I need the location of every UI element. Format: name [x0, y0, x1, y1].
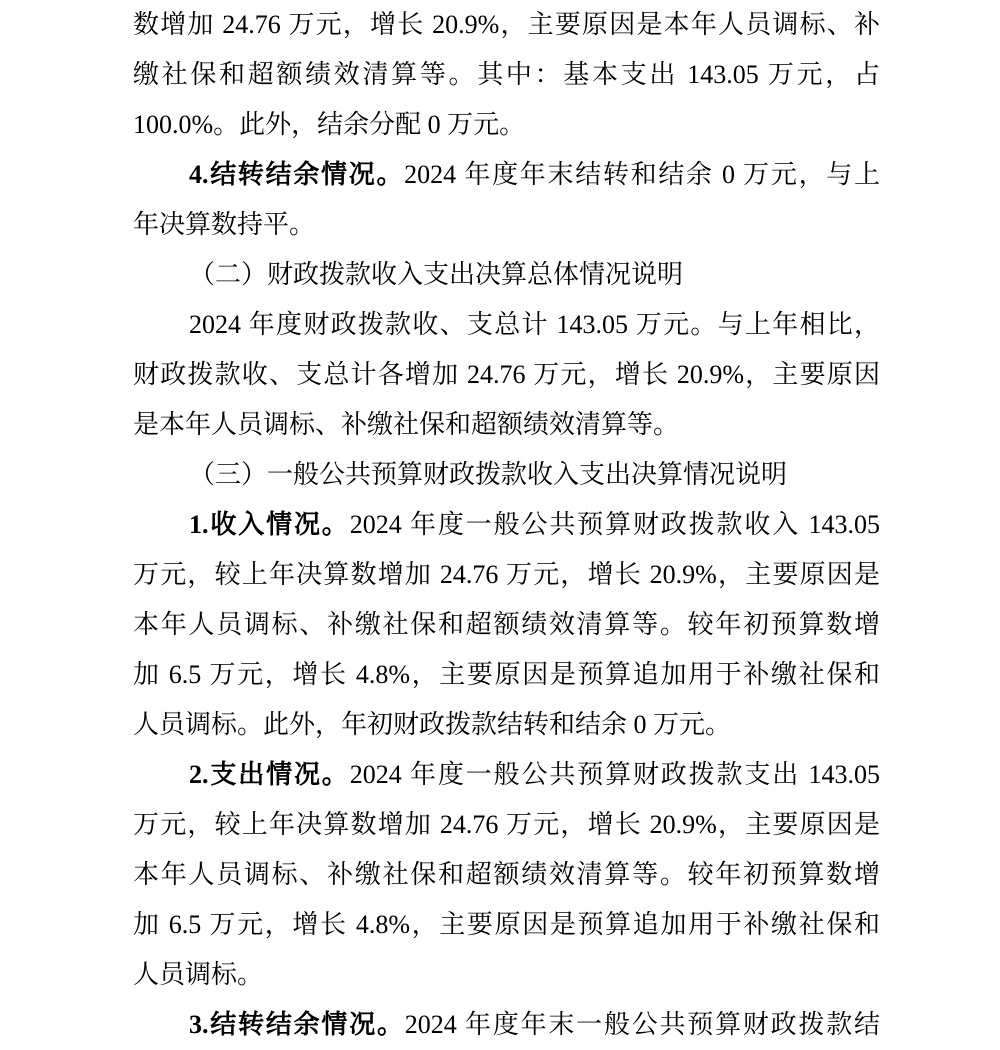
text-run: 2024 年度财政拨款收、支总计 143.05 万元。与上年相比， [189, 310, 880, 339]
text-run: 2024 年度年末一般公共预算财政拨款结 [404, 1010, 880, 1039]
heading-run: 1.收入情况。 [189, 510, 350, 539]
text-line [133, 50, 880, 100]
text-line [133, 350, 880, 400]
text-line [133, 850, 880, 900]
text-line [133, 600, 880, 650]
text-run: （二）财政拨款收入支出决算总体情况说明 [189, 260, 684, 289]
text-line [133, 100, 880, 150]
text-run: 数增加 24.76 万元，增长 20.9%，主要原因是本年人员调标、补 [133, 10, 880, 39]
text-run: 加 6.5 万元，增长 4.8%，主要原因是预算追加用于补缴社保和 [133, 660, 880, 689]
text-line [133, 400, 880, 450]
text-line [133, 550, 880, 600]
text-run: 本年人员调标、补缴社保和超额绩效清算等。较年初预算数增 [133, 860, 880, 889]
text-run: 是本年人员调标、补缴社保和超额绩效清算等。 [133, 410, 680, 439]
text-line [133, 900, 880, 950]
heading-run: 4.结转结余情况。 [189, 160, 405, 189]
text-run: 2024 年度年末结转和结余 0 万元，与上 [404, 160, 880, 189]
text-run: 年决算数持平。 [133, 210, 316, 239]
heading-run: 3.结转结余情况。 [189, 1010, 405, 1039]
text-line [133, 950, 880, 1000]
text-run: 财政拨款收、支总计各增加 24.76 万元，增长 20.9%，主要原因 [133, 360, 880, 389]
text-run: 加 6.5 万元，增长 4.8%，主要原因是预算追加用于补缴社保和 [133, 910, 880, 939]
text-run: 人员调标。此外，年初财政拨款结转和结余 0 万元。 [133, 710, 732, 739]
text-line [133, 700, 880, 750]
text-run: 2024 年度一般公共预算财政拨款支出 143.05 [349, 760, 880, 789]
text-line [133, 0, 880, 50]
text-run: 100.0%。此外，结余分配 0 万元。 [133, 110, 526, 139]
text-line [133, 500, 880, 550]
text-run: 万元，较上年决算数增加 24.76 万元，增长 20.9%，主要原因是 [133, 560, 880, 589]
text-line [133, 150, 880, 200]
text-line [133, 450, 880, 500]
text-run: 缴社保和超额绩效清算等。其中：基本支出 143.05 万元，占 [133, 60, 880, 89]
text-run: 本年人员调标、补缴社保和超额绩效清算等。较年初预算数增 [133, 610, 880, 639]
text-line [133, 300, 880, 350]
document-body [133, 0, 880, 1050]
text-line [133, 650, 880, 700]
text-line [133, 250, 880, 300]
text-line [133, 750, 880, 800]
text-run: 2024 年度一般公共预算财政拨款收入 143.05 [349, 510, 880, 539]
text-line [133, 200, 880, 250]
heading-run: 2.支出情况。 [189, 760, 350, 789]
text-run: 人员调标。 [133, 960, 264, 989]
text-line [133, 800, 880, 850]
text-run: （三）一般公共预算财政拨款收入支出决算情况说明 [189, 460, 788, 489]
text-run: 万元，较上年决算数增加 24.76 万元，增长 20.9%，主要原因是 [133, 810, 880, 839]
